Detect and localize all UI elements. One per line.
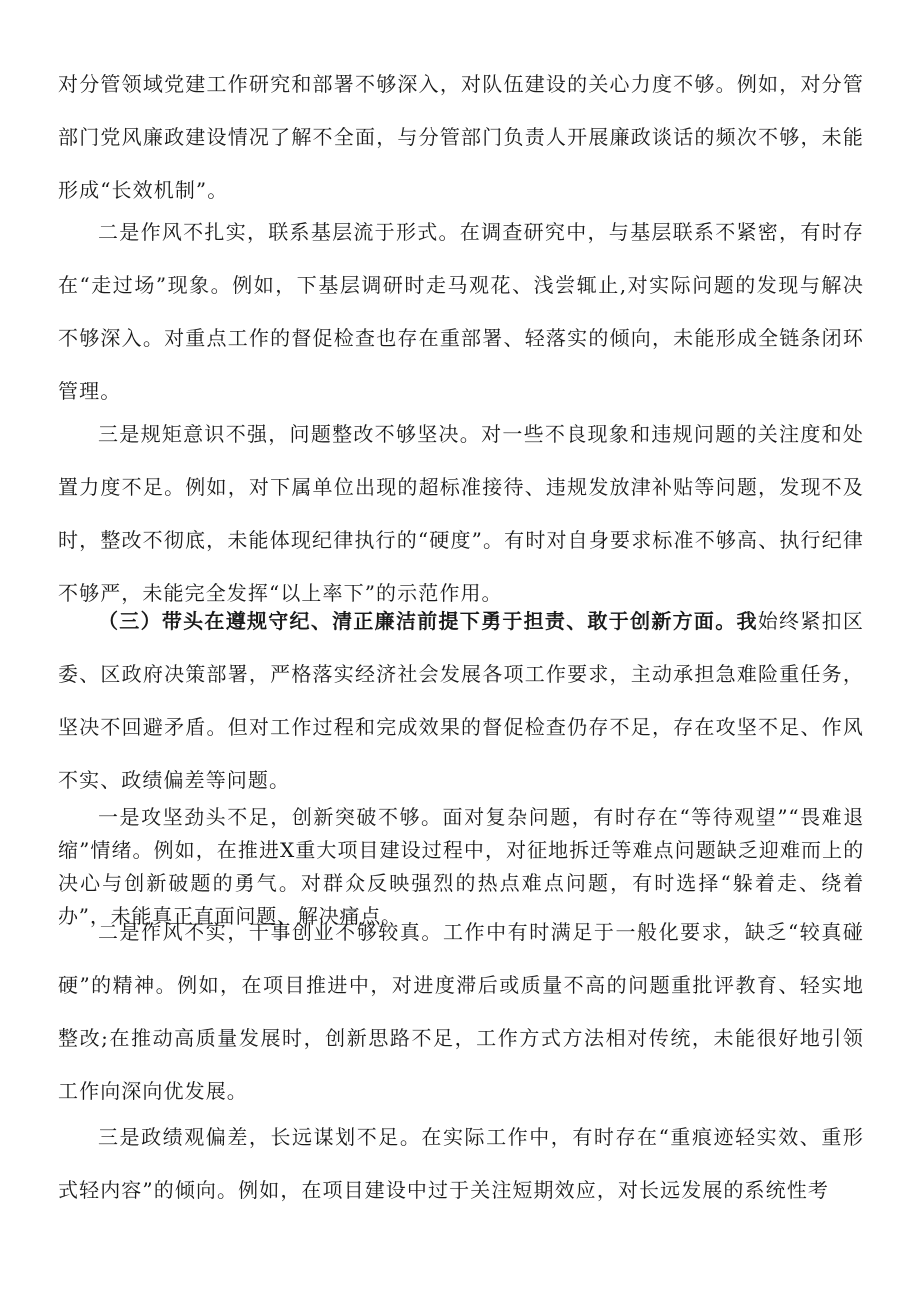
paragraph-performance-view: 三是政绩观偏差，长远谋划不足。在实际工作中，有时存在“重痕迹轻实效、重形式轻内容”的倾向。例如，在项目建设中过于关注短期效应，对长远发展的系统性考 — [58, 1125, 864, 1202]
paragraph-work-style: 二是作风不扎实，联系基层流于形式。在调查研究中，与基层联系不紧密，有时存在“走过场”现象。例如，下基层调研时走马观花、浅尝辄止,对实际问题的发现与解决不够深入。对重点工作的督促检查也存在重部署、轻落实的倾向，未能形成全链条闭环管理。 — [58, 220, 864, 403]
section-three-body: 始终紧扣区委、区政府决策部署，严格落实经济社会发展各项工作要求，主动承担急难险重任务，坚决不回避矛盾。但对工作过程和完成效果的督促检查仍存不足，存在攻坚不足、作风不实、政绩偏差等问题。 — [58, 609, 864, 792]
paragraph-tackling-drive: 一是攻坚劲头不足，创新突破不够。面对复杂问题，有时存在“等待观望”“畏难退缩”情绪。例如，在推进X重大项目建设过程中，对征地拆迁等难点问题缺乏迎难而上的决心与创新破题的勇气。对群众反映强烈的热点难点问题，有时选择“躲着走、绕着办”，未能真正直面问题、解决痛点。 — [58, 805, 864, 928]
section-three — [58, 595, 864, 807]
paragraph-rules-awareness: 三是规矩意识不强，问题整改不够坚决。对一些不良现象和违规问题的关注度和处置力度不足。例如，对下属单位出现的超标准接待、违规发放津补贴等问题，发现不及时，整改不彻底，未能体现纪律执行的“硬度”。有时对自身要求标准不够高、执行纪律不够严，未能完全发挥“以上率下”的示范作用。 — [58, 422, 864, 605]
section-three-heading: （三）带头在遵规守纪、清正廉洁前提下勇于担责、敢于创新方面。我 — [98, 609, 758, 633]
paragraph-party-building: 对分管领域党建工作研究和部署不够深入，对队伍建设的关心力度不够。例如，对分管部门党风廉政建设情况了解不全面，与分管部门负责人开展廉政谈话的频次不够，未能形成“长效机制”。 — [58, 72, 864, 202]
paragraph-work-style-diligence: 二是作风不实，干事创业不够较真。工作中有时满足于一般化要求，缺乏“较真碰硬”的精神。例如，在项目推进中，对进度滞后或质量不高的问题重批评教育、轻实地整改;在推动高质量发展时，创新思路不足，工作方式方法相对传统，未能很好地引领工作向深向优发展。 — [58, 920, 864, 1103]
